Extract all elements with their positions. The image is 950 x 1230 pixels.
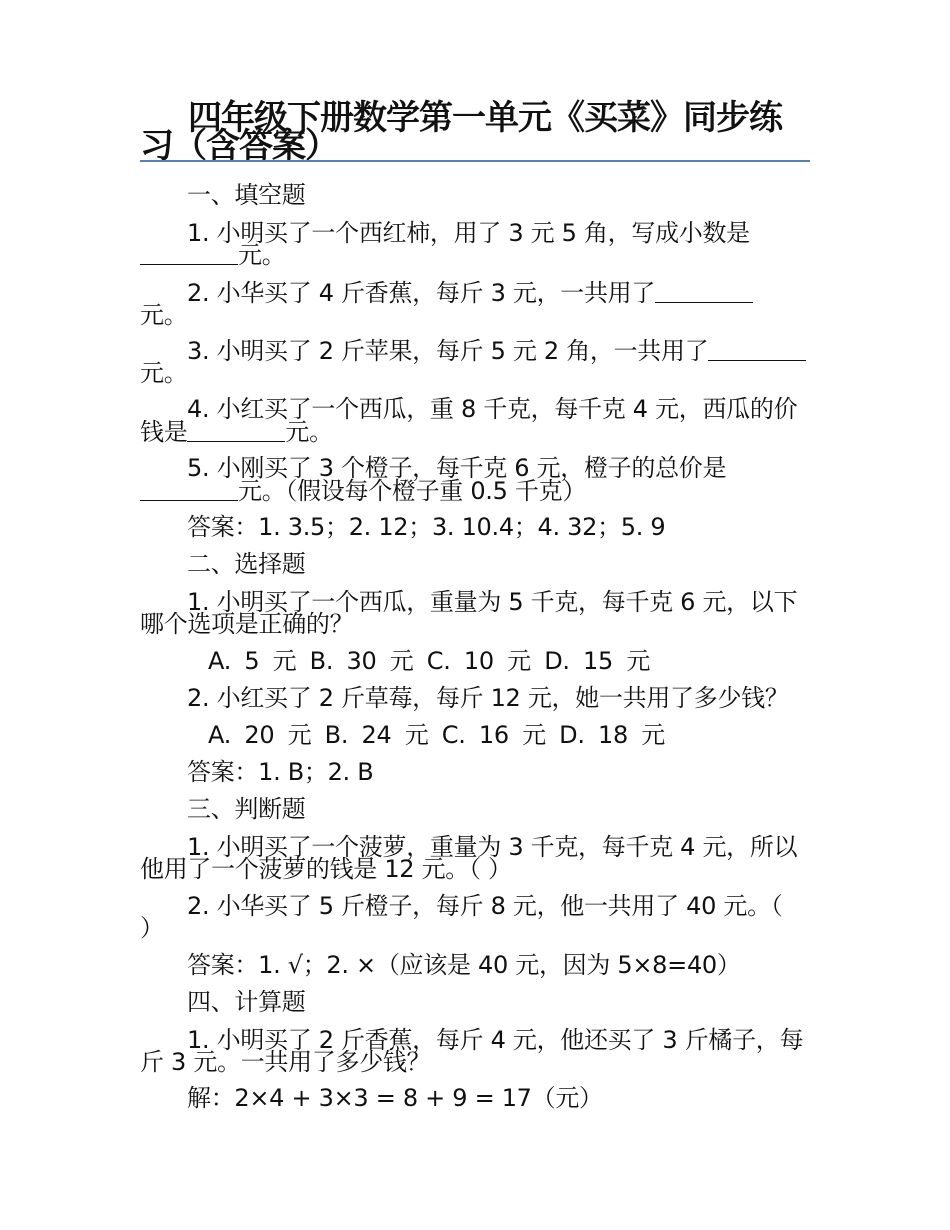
judge-question-1-line-2: 他用了一个菠萝的钱是 12 元。（ ） <box>140 855 512 883</box>
calc-solution: 解：2×4 + 3×3 = 8 + 9 = 17（元） <box>187 1084 603 1112</box>
section-heading-calculation: 四、计算题 <box>187 988 306 1016</box>
fill-question-2-line-1: 2. 小华买了 4 斤香蕉，每斤 3 元，一共用了 <box>140 282 810 304</box>
choice-question-2-options: A. 20 元 B. 24 元 C. 16 元 D. 18 元 <box>208 721 665 749</box>
choice-question-1-line-1: 1. 小明买了一个西瓜，重量为 5 千克，每千克 6 元，以下 <box>187 588 798 616</box>
section-heading-true-false: 三、判断题 <box>187 795 306 823</box>
answer-blank <box>140 246 238 265</box>
choice-question-2: 2. 小红买了 2 斤草莓，每斤 12 元，她一共用了多少钱？ <box>187 684 789 712</box>
answer-blank <box>708 342 806 361</box>
fill-question-5-line-1: 5. 小刚买了 3 个橙子，每千克 6 元，橙子的总价是 <box>187 454 727 482</box>
fill-question-1-line-1: 1. 小明买了一个西红柿，用了 3 元 5 角，写成小数是 <box>187 219 750 247</box>
answer-blank <box>187 423 285 442</box>
fill-question-4-line-2: 钱是 元。 <box>140 418 333 446</box>
fill-question-1-line-2: 元。 <box>140 244 810 266</box>
calc-question-1-line-2: 斤 3 元。一共用了多少钱？ <box>140 1048 431 1076</box>
answer-blank <box>140 482 238 501</box>
judge-question-1-line-1: 1. 小明买了一个菠萝，重量为 3 千克，每千克 4 元，所以 <box>187 833 798 861</box>
title-divider <box>140 160 810 162</box>
choice-question-1-line-2: 哪个选项是正确的？ <box>140 610 354 638</box>
choice-question-1-options: A. 5 元 B. 30 元 C. 10 元 D. 15 元 <box>208 647 651 675</box>
calc-question-1-line-1: 1. 小明买了 2 斤香蕉，每斤 4 元，他还买了 3 斤橘子，每 <box>187 1026 804 1054</box>
judge-question-2-line-1: 2. 小华买了 5 斤橙子，每斤 8 元，他一共用了 40 元。（ <box>187 892 783 920</box>
section-2-answer: 答案：1. B；2. B <box>187 758 374 786</box>
page-title: 四年级下册数学第一单元《买菜》同步练习（含答案） <box>140 98 782 166</box>
fill-question-3-line-1: 3. 小明买了 2 斤苹果，每斤 5 元 2 角，一共用了 <box>140 340 810 362</box>
fill-question-2-line-2: 元。 <box>140 301 188 329</box>
answer-blank <box>655 284 753 303</box>
section-1-answer: 答案：1. 3.5；2. 12；3. 10.4；4. 32；5. 9 <box>187 513 666 541</box>
judge-question-2-line-2: ） <box>140 914 164 942</box>
fill-question-3-line-2: 元。 <box>140 359 188 387</box>
fill-question-4-line-1: 4. 小红买了一个西瓜，重 8 千克，每千克 4 元，西瓜的价 <box>187 395 798 423</box>
section-3-answer: 答案：1. √；2. ×（应该是 40 元，因为 5×8=40） <box>187 951 741 979</box>
section-heading-multiple-choice: 二、选择题 <box>187 550 306 578</box>
section-heading-fill-in: 一、填空题 <box>187 181 306 209</box>
fill-question-5-line-2: 元。（假设每个橙子重 0.5 千克） <box>140 480 810 502</box>
